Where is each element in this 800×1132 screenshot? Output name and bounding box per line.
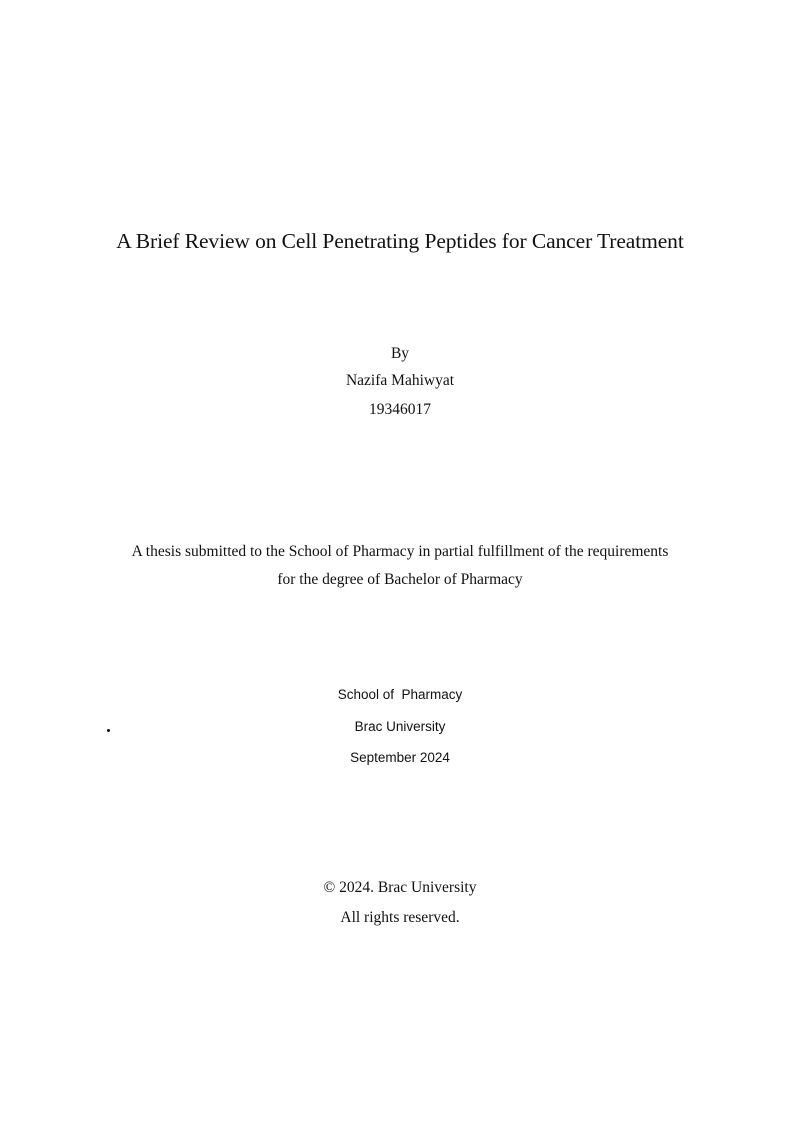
school-name: School of Pharmacy [337,687,463,702]
submission-statement-line-1: A thesis submitted to the School of Pharmacy in partial fulfillment of the requirements [131,543,669,560]
rights-reserved: All rights reserved. [340,909,460,926]
thesis-title: A Brief Review on Cell Penetrating Peptides for Cancer Treatment [116,229,684,253]
by-label: By [390,345,410,362]
copyright-notice: © 2024. Brac University [323,879,477,896]
student-id: 19346017 [369,401,431,418]
submission-date: September 2024 [350,750,450,765]
author-name: Nazifa Mahiwyat [345,372,455,389]
university-name: Brac University [354,719,446,734]
submission-statement-line-2: for the degree of Bachelor of Pharmacy [277,571,523,588]
